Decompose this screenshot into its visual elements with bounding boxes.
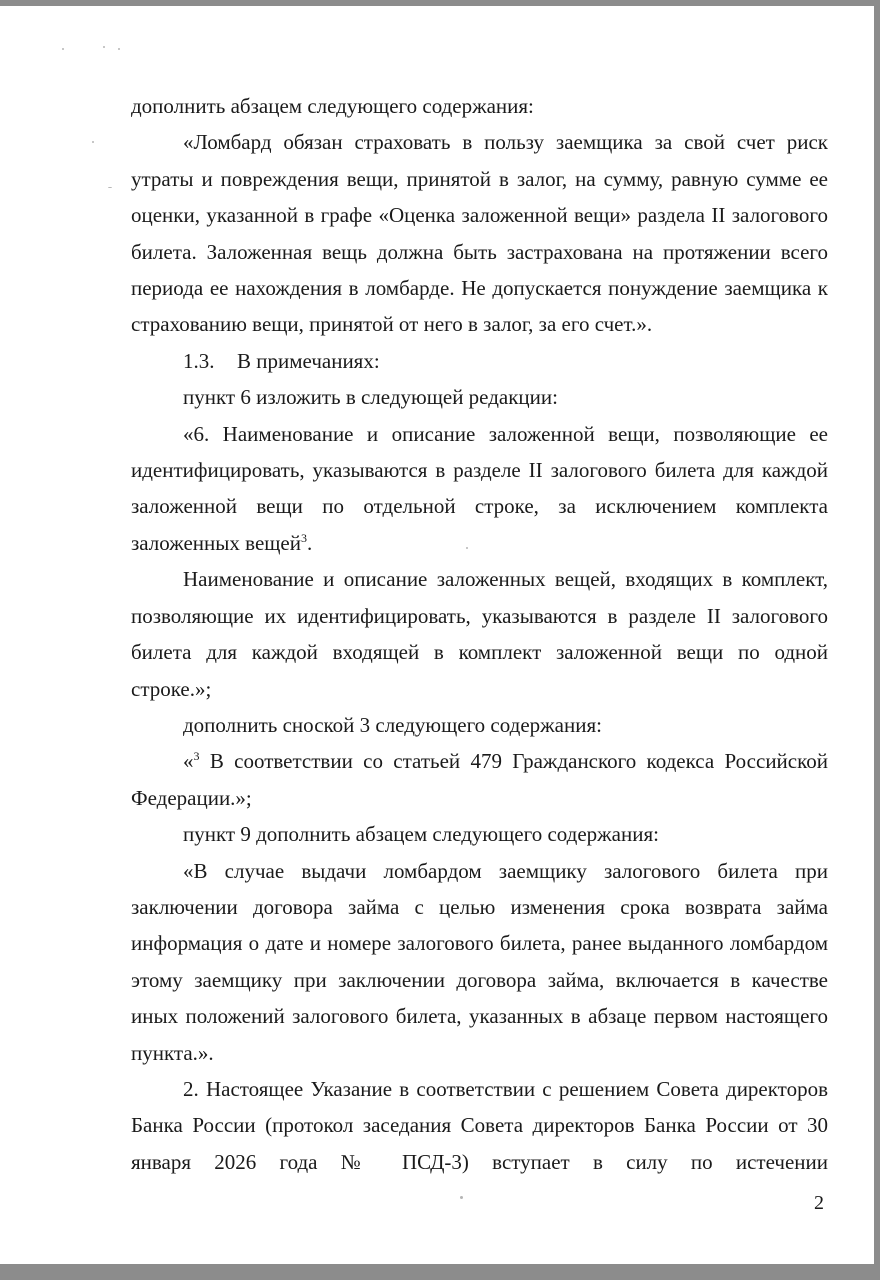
paragraph-point-9-text: «В случае выдачи ломбардом заемщику залогового билета при заключении договора займа с целью изменения срока возврата займа информация о дате и номере залогового билета, ранее выданного ломбардом этому заемщику при заключении договора займа, включается в качестве иных положений залогового билета, указанных в абзаце первом настоящего пункта.».	[131, 858, 828, 1065]
scan-speck	[103, 46, 105, 48]
scan-speck	[92, 141, 94, 143]
item-heading: В примечаниях:	[237, 348, 380, 373]
paragraph-set-items: Наименование и описание заложенных вещей, входящих в комплект, позволяющие их идентифицировать, указываются в разделе II залогового билета для каждой входящей в комплект заложенной вещи по одной строке.»;	[131, 567, 828, 701]
scan-speck	[118, 48, 120, 50]
footnote-reference: 3	[301, 530, 307, 545]
document-page	[0, 6, 874, 1264]
paragraph-effective-date: 2. Настоящее Указание в соответствии с решением Совета директоров Банка России (протокол заседания Совета директоров Банка России от 30 января 2026 года № ПСД-3) вступает в силу по истечении	[131, 1076, 828, 1174]
paragraph-insurance-clause: «Ломбард обязан страховать в пользу заемщика за свой счет риск утраты и повреждения вещи, принятой в залог, на сумму, равную сумме ее оценки, указанной в графе «Оценка заложенной вещи» раздела II залогового билета. Заложенная вещь должна быть застрахована на протяжении всего периода ее нахождения в ломбарде. Не допускается понуждение заемщика к страхованию вещи, принятой от него в залог, за его счет.».	[131, 130, 828, 337]
scan-speck	[108, 187, 112, 188]
page-number: 2	[814, 1192, 824, 1214]
footnote-mark: 3	[193, 749, 200, 764]
paragraph-point-9-intro: пункт 9 дополнить абзацем следующего содержания:	[183, 822, 659, 847]
paragraph-footnote-intro: дополнить сноской 3 следующего содержания:	[183, 712, 602, 737]
paragraph-point-6-text	[131, 416, 828, 562]
paragraph-point-6-intro: пункт 6 изложить в следующей редакции:	[183, 385, 558, 410]
paragraph-intro: дополнить абзацем следующего содержания:	[131, 94, 534, 118]
item-number: 1.3.	[183, 348, 215, 373]
point-6-body: «6. Наименование и описание заложенной вещи, позволяющие ее идентифицировать, указываются в разделе II залогового билета для каждой заложенной вещи по отдельной строке, за исключением комплекта заложенных вещей	[131, 421, 828, 555]
paragraph-item-1-3	[131, 343, 828, 379]
footnote-reference-suffix: .	[307, 530, 313, 555]
footnote-open-quote: «	[183, 749, 194, 774]
scan-speck	[62, 48, 64, 50]
footnote-body: В соответствии со статьей 479 Гражданского кодекса Российской Федерации.»;	[131, 749, 828, 810]
document-body	[131, 88, 828, 1180]
paragraph-footnote-text	[131, 743, 828, 816]
scan-speck	[460, 1196, 463, 1199]
